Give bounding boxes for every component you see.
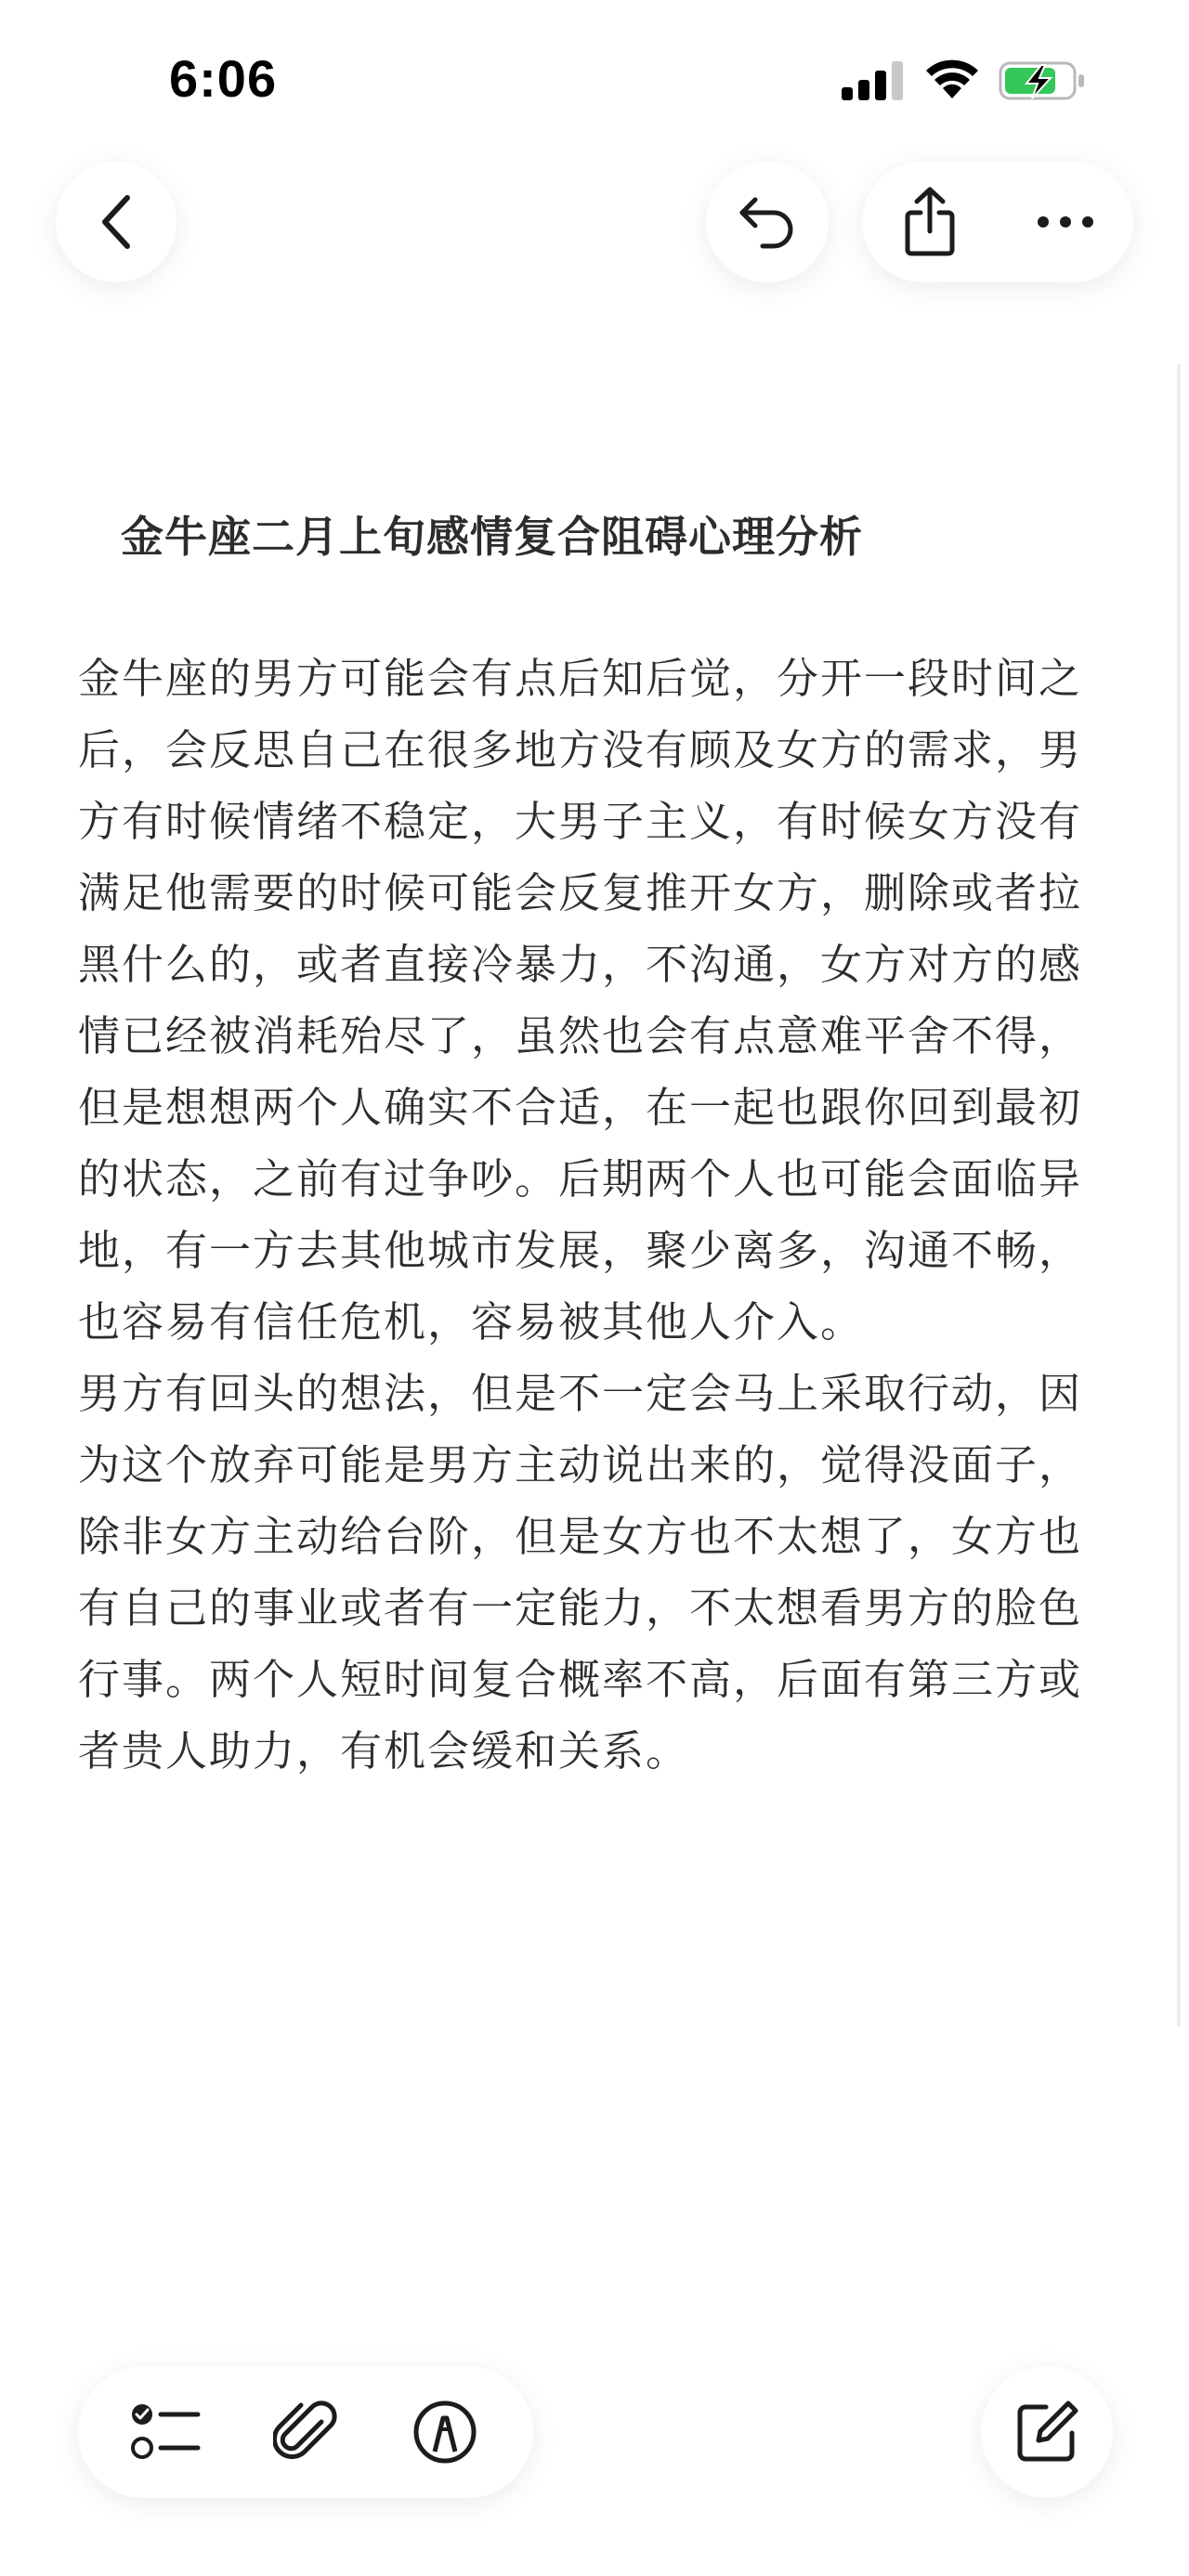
back-button[interactable] bbox=[56, 162, 176, 282]
more-button[interactable] bbox=[1014, 171, 1117, 273]
note-body[interactable]: 金牛座的男方可能会有点后知后觉，分开一段时间之后，会反思自己在很多地方没有顾及女方的需求，男方有时候情绪不稳定，大男子主义，有时候女方没有满足他需要的时候可能会反复推开女方，删除或者拉黑什么的，或者直接冷暴力，不沟通，女方对方的感情已经被消耗殆尽了，虽然也会有点意难平舍不得，但是想想两个人确实不合适，在一起也跟你回到最初的状态，之前有过争吵。后期两个人也可能会面临异地，有一方去其他城市发展，聚少离多，沟通不畅，也容易有信任危机，容易被其他人介入。 男方有回头的想法，但是不一定会马上采取行动，因为这个放弃可能是男方主动说出来的，觉得没面子，除非女方主动给台阶，但是女方也不太想了，女方也有自己的事业或者有一定能力，不太想看男方的脸色行事。两个人短时间复合概率不高，后面有第三方或者贵人助力，有机会缓和关系。 bbox=[78, 654, 1083, 1776]
attachment-button[interactable] bbox=[255, 2381, 357, 2483]
scroll-indicator bbox=[1177, 364, 1181, 2026]
status-time: 6:06 bbox=[169, 49, 278, 108]
note-title[interactable]: 金牛座二月上旬感情复合阻碍心理分析 bbox=[121, 512, 863, 562]
share-button[interactable] bbox=[879, 171, 981, 273]
markup-pen-icon bbox=[412, 2400, 477, 2465]
undo-icon bbox=[735, 194, 800, 250]
nav-actions-group bbox=[862, 162, 1133, 282]
status-bar bbox=[0, 0, 1189, 158]
compose-icon bbox=[1014, 2400, 1079, 2465]
wifi-icon bbox=[924, 58, 980, 100]
compose-button[interactable] bbox=[981, 2366, 1113, 2498]
undo-button[interactable] bbox=[706, 162, 829, 282]
cellular-signal-icon bbox=[842, 61, 908, 102]
bottom-toolbar bbox=[78, 2366, 533, 2498]
more-icon bbox=[1036, 215, 1095, 229]
battery-charging-icon bbox=[999, 59, 1088, 102]
checklist-button[interactable] bbox=[115, 2381, 217, 2483]
checklist-icon bbox=[131, 2401, 202, 2463]
chevron-left-icon bbox=[96, 192, 137, 252]
paperclip-icon bbox=[273, 2398, 338, 2466]
share-icon bbox=[902, 187, 958, 257]
markup-button[interactable] bbox=[394, 2381, 496, 2483]
